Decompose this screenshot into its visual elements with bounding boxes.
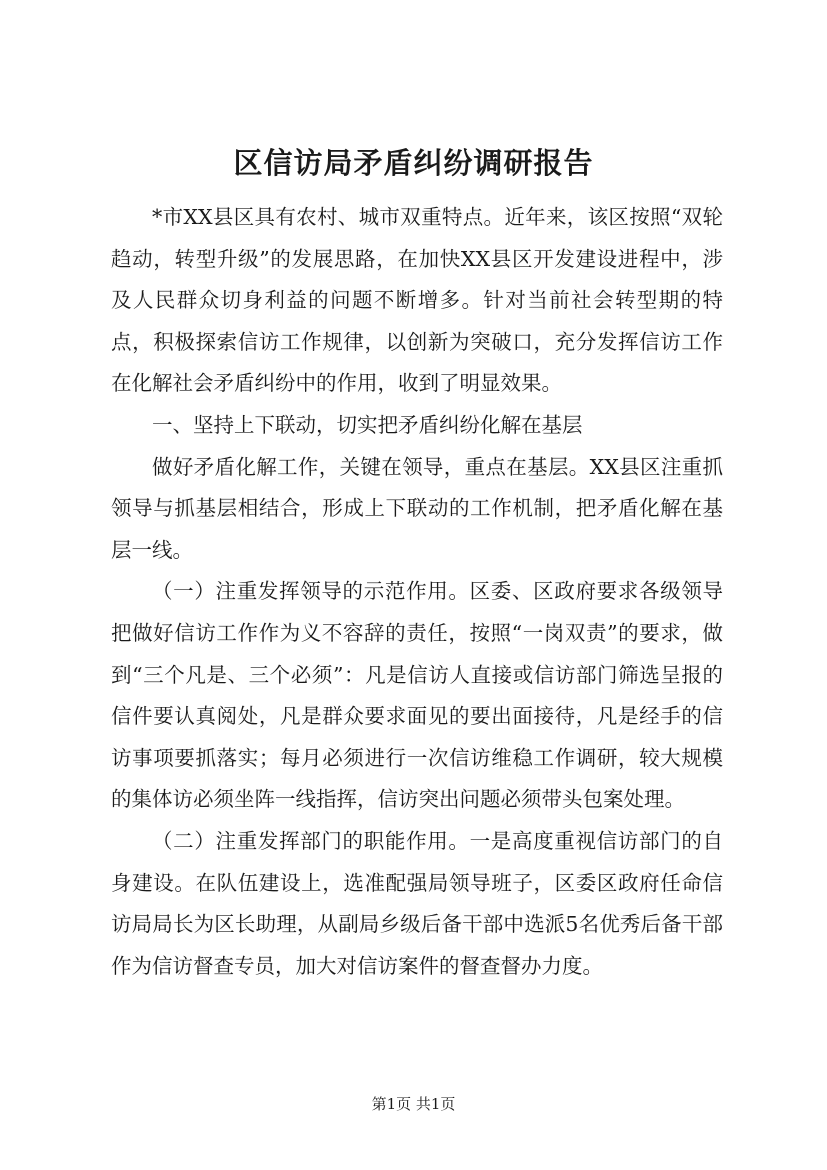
page-footer: 第1页 共1页 xyxy=(371,1095,456,1113)
document-body xyxy=(111,197,723,987)
section-heading: 一、坚持上下联动，切实把矛盾纠纷化解在基层 xyxy=(152,412,583,437)
paragraph-subsection-1: （一）注重发挥领导的示范作用。区委、区政府要求各级领导把做好信访工作作为义不容辞的责任，按照“一岗双责”的要求，做到“三个凡是、三个必须”：凡是信访人直接或信访部门筛选呈报的信件要认真阅处，凡是群众要求面见的要出面接待，凡是经手的信访事项要抓落实；每月必须进行一次信访维稳工作调研，较大规模的集体访必须坐阵一线指挥，信访突出问题必须带头包案处理。 xyxy=(111,579,723,812)
paragraph-intro: *市XX县区具有农村、城市双重特点。近年来，该区按照“双轮趋动，转型升级”的发展思路，在加快XX县区开发建设进程中，涉及人民群众切身利益的问题不断增多。针对当前社会转型期的特点，积极探索信访工作规律，以创新为突破口，充分发挥信访工作在化解社会矛盾纠纷中的作用，收到了明显效果。 xyxy=(111,205,723,396)
document-title: 区信访局矛盾纠纷调研报告 xyxy=(233,146,594,180)
paragraph-subsection-2: （二）注重发挥部门的职能作用。一是高度重视信访部门的自身建设。在队伍建设上，选准配强局领导班子，区委区政府任命信访局局长为区长助理，从副局乡级后备干部中选派5名优秀后备干部作为信访督查专员，加大对信访案件的督查督办力度。 xyxy=(111,828,723,978)
paragraph-section-summary: 做好矛盾化解工作，关键在领导，重点在基层。XX县区注重抓领导与抓基层相结合，形成上下联动的工作机制，把矛盾化解在基层一线。 xyxy=(111,454,723,562)
